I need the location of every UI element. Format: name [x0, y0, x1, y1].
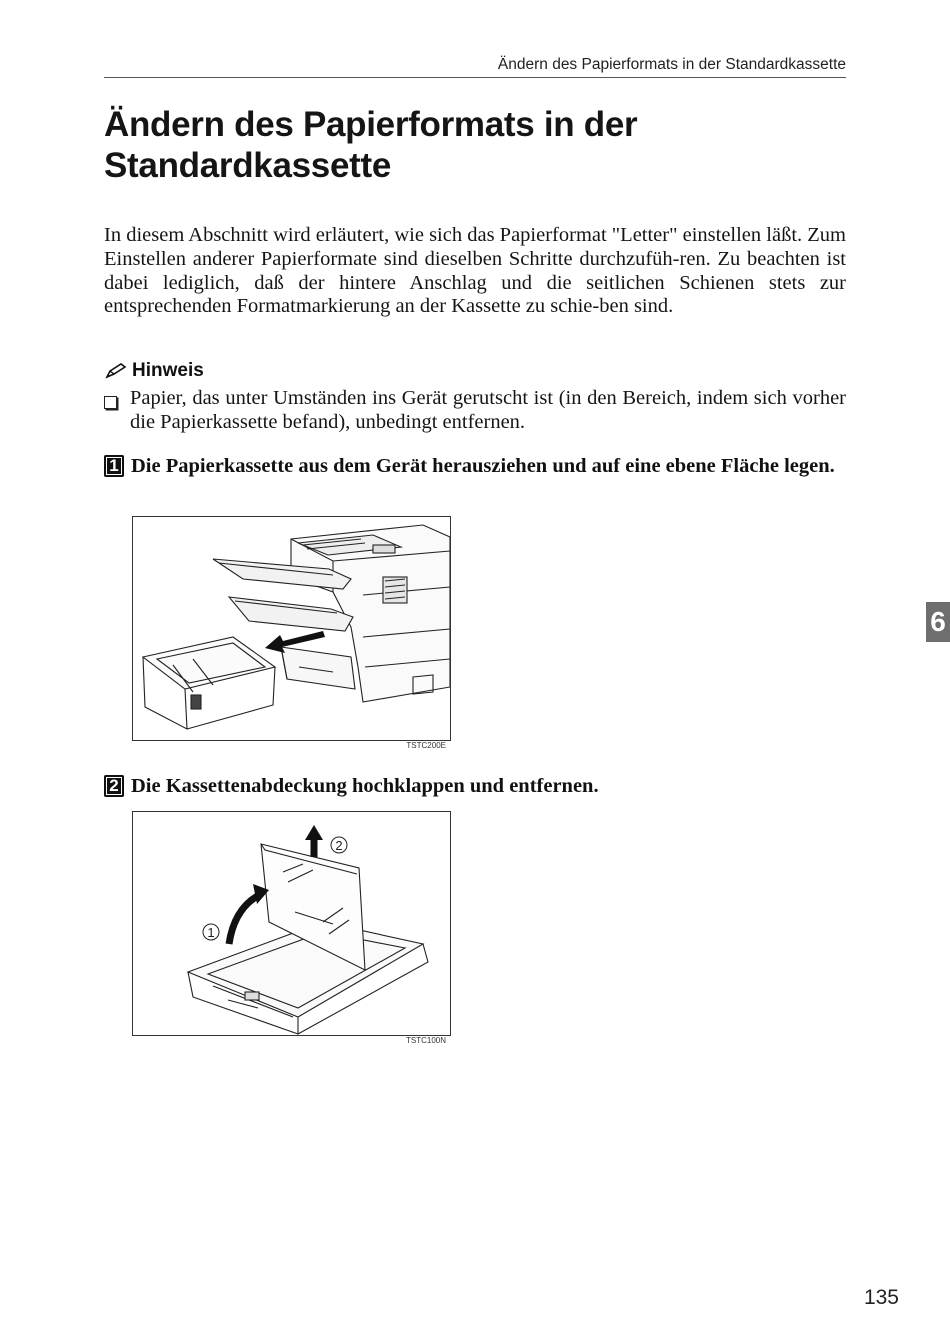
checkbox-icon: [104, 387, 130, 435]
header-rule: [104, 77, 846, 78]
step-1: [104, 454, 846, 478]
printer-cassette-illustration: [133, 517, 450, 740]
cassette-cover-illustration: [133, 812, 450, 1035]
step-1-text: Die Papierkassette aus dem Gerät herausziehen und auf eine ebene Fläche legen.: [131, 455, 835, 477]
figure-remove-cassette: [132, 516, 451, 750]
intro-paragraph: In diesem Abschnitt wird erläutert, wie sich das Papierformat "Letter" einstellen läßt. Zum Einstellen anderer Papierformate sind dieselben Schritte durchzufüh-ren. Zu beachten ist dabei lediglich, daß der hintere Anschlag und die seitlichen Schienen stets zur entsprechenden Formatmarkierung an der Kassette zu schie-ben sind.: [104, 224, 846, 318]
callout-1: 1: [207, 925, 215, 940]
note-item: [104, 387, 846, 435]
pencil-icon: [104, 362, 128, 380]
figure-remove-cover: [132, 811, 451, 1045]
note-item-text: Papier, das unter Umständen ins Gerät gerutscht ist (in den Bereich, indem sich vorher die Papierkassette befand), unbedingt entfernen.: [130, 387, 846, 433]
step-2-text: Die Kassettenabdeckung hochklappen und entfernen.: [131, 775, 599, 797]
chapter-tab: 6: [926, 602, 950, 642]
step-2: [104, 774, 846, 798]
page-number: 135: [863, 1286, 899, 1309]
note-heading-label: Hinweis: [132, 360, 204, 381]
running-header: Ändern des Papierformats in der Standardkassette: [497, 56, 846, 73]
callout-2: 2: [335, 838, 343, 853]
figure-code: TSTC100N: [405, 1036, 446, 1045]
figure-code: TSTC200E: [406, 741, 446, 750]
step-number-badge: 1: [104, 455, 124, 477]
note-heading: [104, 360, 204, 382]
page-title: Ändern des Papierformats in der Standardkassette: [104, 105, 638, 185]
step-number-badge: 2: [104, 775, 124, 797]
